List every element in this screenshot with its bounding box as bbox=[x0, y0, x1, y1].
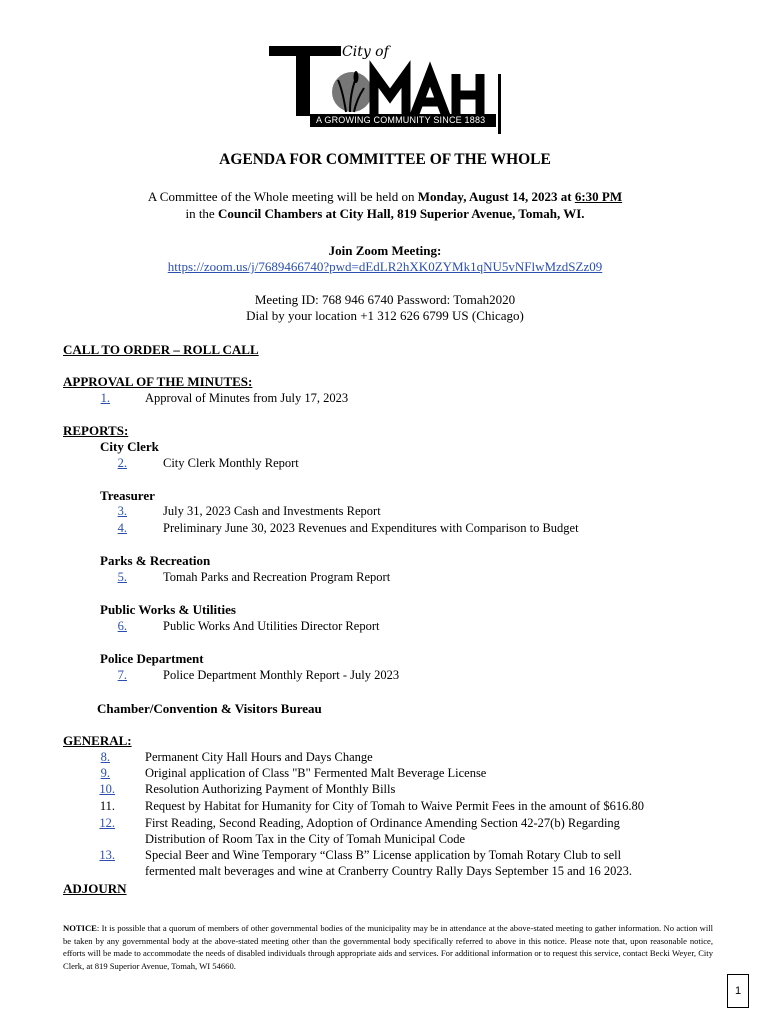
page-title: AGENDA FOR COMMITTEE OF THE WHOLE bbox=[219, 151, 551, 168]
item-number-link[interactable]: 1. bbox=[100, 391, 110, 405]
notice-text: : It is possible that a quorum of members of other governmental bodies of the municipality may be in attendance at the above-stated meeting to gather information. No action will be taken by any governmental body at the above-stated meeting other than the governmental body specifically referred to above in this notice. Please note that, upon reasonable notice, efforts will be made to accommodate the needs of disabled individuals through appropriate aids and services. For additional information or to request this service, contact Becki Weyer, City Clerk, at 819 Superior Avenue, Tomah, WI 54660. bbox=[63, 923, 713, 971]
item-number-link[interactable]: 10. bbox=[99, 782, 115, 796]
subheading-chamber: Chamber/Convention & Visitors Bureau bbox=[97, 701, 322, 716]
city-logo bbox=[266, 44, 510, 136]
section-adjourn: ADJOURN bbox=[63, 881, 127, 896]
meeting-time: 6:30 PM bbox=[574, 189, 623, 204]
section-call-to-order: CALL TO ORDER – ROLL CALL bbox=[63, 342, 259, 357]
logo-tagline: A GROWING COMMUNITY SINCE 1883 bbox=[316, 115, 486, 125]
item-text: Original application of Class "B" Fermented Malt Beverage License bbox=[145, 766, 487, 780]
notice-label: NOTICE bbox=[63, 923, 97, 933]
item-text: Tomah Parks and Recreation Program Report bbox=[163, 570, 391, 584]
item-text: First Reading, Second Reading, Adoption of Ordinance Amending Section 42-27(b) Regarding bbox=[145, 816, 620, 830]
item-text: Preliminary June 30, 2023 Revenues and Expenditures with Comparison to Budget bbox=[163, 521, 579, 535]
zoom-dial-in: Dial by your location +1 312 626 6799 US (Chicago) bbox=[246, 308, 524, 323]
item-text: Approval of Minutes from July 17, 2023 bbox=[145, 391, 349, 405]
item-number-link[interactable]: 2. bbox=[117, 456, 127, 470]
logo-city-of: City of bbox=[342, 44, 389, 60]
item-number-link[interactable]: 4. bbox=[117, 521, 127, 535]
zoom-heading: Join Zoom Meeting: bbox=[328, 243, 442, 258]
item-number-link[interactable]: 8. bbox=[100, 750, 110, 764]
zoom-meeting-id: Meeting ID: 768 946 6740 Password: Tomah2020 bbox=[254, 292, 516, 307]
item-text: Public Works And Utilities Director Report bbox=[163, 619, 380, 633]
subheading-treasurer: Treasurer bbox=[100, 488, 155, 503]
item-text: Special Beer and Wine Temporary “Class B” License application by Tomah Rotary Club to sell bbox=[145, 848, 622, 862]
intro-line-2 bbox=[0, 206, 770, 222]
item-text: City Clerk Monthly Report bbox=[163, 456, 299, 470]
section-approval: APPROVAL OF THE MINUTES: bbox=[63, 374, 253, 389]
item-number-link[interactable]: 6. bbox=[117, 619, 127, 633]
intro-line2-pre: in the bbox=[185, 206, 218, 221]
item-text: Police Department Monthly Report - July 2023 bbox=[163, 668, 400, 682]
item-number: 11. bbox=[99, 799, 115, 813]
item-number-link[interactable]: 12. bbox=[99, 816, 115, 830]
subheading-parks: Parks & Recreation bbox=[100, 553, 211, 568]
item-number-link[interactable]: 5. bbox=[117, 570, 127, 584]
section-reports: REPORTS: bbox=[63, 423, 129, 438]
meeting-location: Council Chambers at City Hall, 819 Superior Avenue, Tomah, WI. bbox=[217, 206, 585, 221]
item-text: Request by Habitat for Humanity for City of Tomah to Waive Permit Fees in the amount of $616.80 bbox=[145, 799, 644, 813]
item-text-continued: Distribution of Room Tax in the City of Tomah Municipal Code bbox=[145, 832, 465, 846]
zoom-url-line bbox=[0, 259, 770, 275]
item-text-continued: fermented malt beverages and wine at Cranberry Country Rally Days September 15 and 16 2023. bbox=[145, 864, 633, 878]
intro-line-1 bbox=[0, 189, 770, 205]
zoom-link[interactable]: https://zoom.us/j/7689466740?pwd=dEdLR2hXK0ZYMk1qNU5vNFlwMzdSZz09 bbox=[167, 259, 603, 274]
item-number-link[interactable]: 9. bbox=[100, 766, 110, 780]
item-number-link[interactable]: 3. bbox=[117, 504, 127, 518]
subheading-police: Police Department bbox=[100, 651, 204, 666]
subheading-city-clerk: City Clerk bbox=[100, 439, 159, 454]
item-text: July 31, 2023 Cash and Investments Report bbox=[163, 504, 381, 518]
item-text: Resolution Authorizing Payment of Monthly Bills bbox=[145, 782, 396, 796]
subheading-public-works: Public Works & Utilities bbox=[100, 602, 236, 617]
notice-paragraph bbox=[63, 922, 713, 972]
intro-line1-pre: A Committee of the Whole meeting will be held on bbox=[147, 189, 418, 204]
section-general: GENERAL: bbox=[63, 733, 132, 748]
page-number: 1 bbox=[727, 974, 749, 1008]
item-number-link[interactable]: 13. bbox=[99, 848, 115, 862]
item-text: Permanent City Hall Hours and Days Change bbox=[145, 750, 373, 764]
item-number-link[interactable]: 7. bbox=[117, 668, 127, 682]
meeting-date: Monday, August 14, 2023 at bbox=[417, 189, 575, 204]
